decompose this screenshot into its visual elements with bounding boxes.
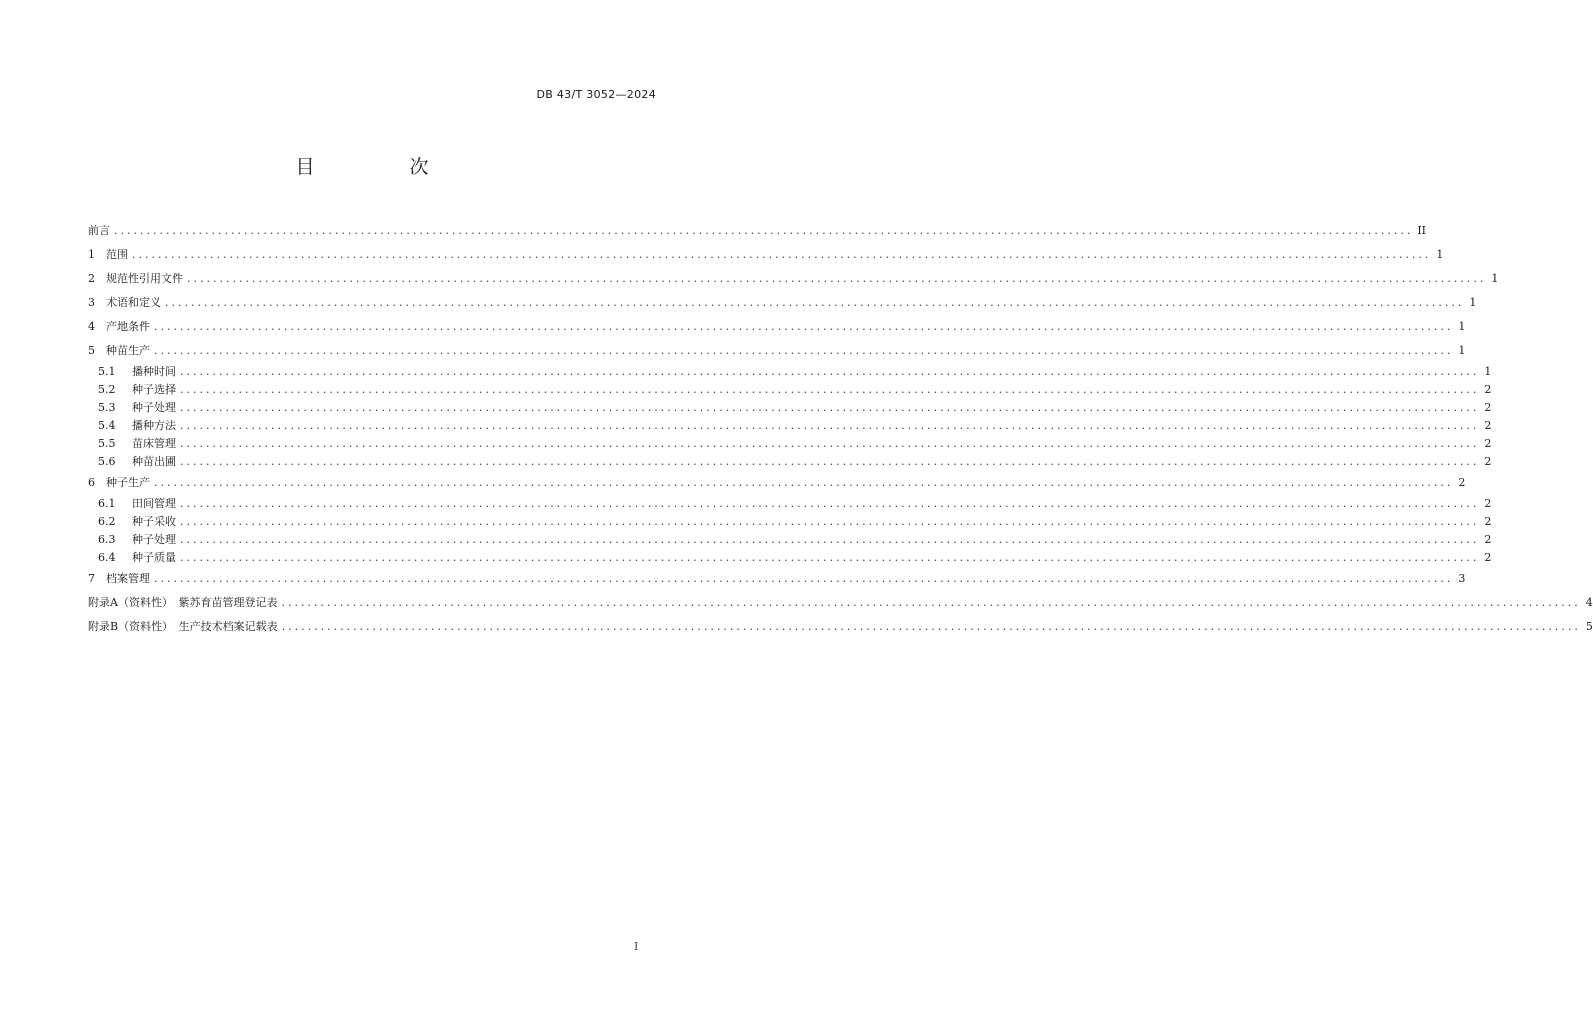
- toc-leader-dots: ........................................................................................................................................................................................................: [132, 247, 1432, 261]
- toc-entry[interactable]: [88, 338, 1466, 362]
- toc-entry-page: 2: [1484, 418, 1492, 432]
- toc-entry-title: 田间管理: [132, 496, 176, 510]
- toc-entry-page: II: [1417, 223, 1427, 237]
- toc-entry[interactable]: [88, 266, 1499, 290]
- toc-entry[interactable]: [88, 512, 1492, 530]
- toc-entry-title: 前言: [88, 223, 110, 237]
- toc-entry-number: 5.3: [98, 400, 116, 414]
- toc-leader-dots: ........................................................................................................................................................................................................: [180, 382, 1480, 396]
- toc-entry[interactable]: [88, 242, 1444, 266]
- toc-entry-title: 种子采收: [132, 514, 176, 528]
- toc-entry-title: 产地条件: [106, 319, 150, 333]
- toc-leader-dots: ........................................................................................................................................................................................................: [114, 223, 1414, 237]
- toc-entry-title: 附录A（资料性） 紫苏育苗管理登记表: [88, 595, 278, 609]
- toc-entry[interactable]: [88, 590, 1593, 614]
- toc-entry[interactable]: [88, 398, 1492, 416]
- toc-leader-dots: ........................................................................................................................................................................................................: [180, 418, 1480, 432]
- toc-entry-title: 播种时间: [132, 364, 176, 378]
- toc-entry-number: 5.6: [98, 454, 116, 468]
- toc-entry-number: 6.3: [98, 532, 116, 546]
- table-of-contents: [88, 218, 1593, 638]
- toc-leader-dots: ........................................................................................................................................................................................................: [165, 295, 1465, 309]
- toc-entry-title: 种子处理: [132, 532, 176, 546]
- toc-entry[interactable]: [88, 470, 1466, 494]
- toc-entry[interactable]: [88, 380, 1492, 398]
- toc-entry-page: 1: [1469, 295, 1477, 309]
- toc-entry-title: 种子选择: [132, 382, 176, 396]
- page-number: I: [634, 940, 639, 953]
- toc-entry[interactable]: [88, 566, 1466, 590]
- toc-entry[interactable]: [88, 362, 1492, 380]
- toc-entry-title: 规范性引用文件: [106, 271, 183, 285]
- toc-entry[interactable]: [88, 416, 1492, 434]
- toc-entry[interactable]: [88, 452, 1492, 470]
- toc-entry-page: 2: [1484, 382, 1492, 396]
- toc-entry-page: 2: [1484, 550, 1492, 564]
- toc-entry-number: 3: [88, 295, 95, 309]
- toc-leader-dots: ........................................................................................................................................................................................................: [281, 619, 1581, 633]
- toc-leader-dots: ........................................................................................................................................................................................................: [281, 595, 1581, 609]
- toc-entry-title: 苗床管理: [132, 436, 176, 450]
- toc-entry-page: 2: [1484, 532, 1492, 546]
- toc-entry-page: 1: [1484, 364, 1492, 378]
- toc-entry-number: 5.4: [98, 418, 116, 432]
- toc-entry[interactable]: [88, 548, 1492, 566]
- toc-entry[interactable]: [88, 614, 1593, 638]
- toc-entry-number: 4: [88, 319, 95, 333]
- toc-entry-page: 1: [1458, 319, 1466, 333]
- toc-entry-title: 范围: [106, 247, 128, 261]
- toc-entry-page: 1: [1491, 271, 1499, 285]
- toc-entry-number: 6.1: [98, 496, 116, 510]
- toc-entry-title: 种子生产: [106, 475, 150, 489]
- toc-leader-dots: ........................................................................................................................................................................................................: [180, 550, 1480, 564]
- toc-entry-title: 种子质量: [132, 550, 176, 564]
- toc-leader-dots: ........................................................................................................................................................................................................: [180, 400, 1480, 414]
- toc-entry-title: 档案管理: [106, 571, 150, 585]
- toc-entry-title: 种苗生产: [106, 343, 150, 357]
- toc-entry-page: 2: [1484, 514, 1492, 528]
- toc-entry-number: 5: [88, 343, 95, 357]
- toc-leader-dots: ........................................................................................................................................................................................................: [154, 571, 1454, 585]
- toc-entry[interactable]: [88, 434, 1492, 452]
- toc-entry[interactable]: [88, 494, 1492, 512]
- toc-entry-page: 2: [1484, 496, 1492, 510]
- toc-entry-page: 2: [1484, 454, 1492, 468]
- toc-leader-dots: ........................................................................................................................................................................................................: [180, 454, 1480, 468]
- toc-entry-number: 6.4: [98, 550, 116, 564]
- toc-entry-page: 2: [1484, 436, 1492, 450]
- toc-entry-page: 1: [1458, 343, 1466, 357]
- toc-leader-dots: ........................................................................................................................................................................................................: [180, 532, 1480, 546]
- toc-leader-dots: ........................................................................................................................................................................................................: [154, 319, 1454, 333]
- toc-entry-number: 6.2: [98, 514, 116, 528]
- toc-entry[interactable]: [88, 530, 1492, 548]
- toc-entry[interactable]: [88, 218, 1427, 242]
- toc-entry-title: 种苗出圃: [132, 454, 176, 468]
- page-title: 目 次: [295, 156, 467, 178]
- toc-entry[interactable]: [88, 314, 1466, 338]
- toc-leader-dots: ........................................................................................................................................................................................................: [180, 436, 1480, 450]
- toc-leader-dots: ........................................................................................................................................................................................................: [154, 475, 1454, 489]
- toc-entry-page: 4: [1585, 595, 1593, 609]
- toc-entry-page: 2: [1458, 475, 1466, 489]
- toc-entry-number: 1: [88, 247, 95, 261]
- toc-entry-page: 3: [1458, 571, 1466, 585]
- toc-leader-dots: ........................................................................................................................................................................................................: [187, 271, 1487, 285]
- toc-entry-title: 播种方法: [132, 418, 176, 432]
- toc-entry-number: 5.5: [98, 436, 116, 450]
- toc-entry-page: 5: [1585, 619, 1593, 633]
- toc-entry-page: 1: [1436, 247, 1444, 261]
- toc-entry-page: 2: [1484, 400, 1492, 414]
- toc-leader-dots: ........................................................................................................................................................................................................: [180, 496, 1480, 510]
- document-code: DB 43/T 3052—2024: [536, 88, 656, 101]
- toc-entry-number: 5.1: [98, 364, 116, 378]
- toc-leader-dots: ........................................................................................................................................................................................................: [180, 514, 1480, 528]
- toc-entry-title: 种子处理: [132, 400, 176, 414]
- toc-entry[interactable]: [88, 290, 1477, 314]
- toc-entry-number: 5.2: [98, 382, 116, 396]
- toc-entry-title: 术语和定义: [106, 295, 161, 309]
- toc-entry-number: 7: [88, 571, 95, 585]
- toc-entry-number: 2: [88, 271, 95, 285]
- toc-entry-title: 附录B（资料性） 生产技术档案记载表: [88, 619, 278, 633]
- toc-entry-number: 6: [88, 475, 95, 489]
- toc-leader-dots: ........................................................................................................................................................................................................: [154, 343, 1454, 357]
- toc-leader-dots: ........................................................................................................................................................................................................: [180, 364, 1480, 378]
